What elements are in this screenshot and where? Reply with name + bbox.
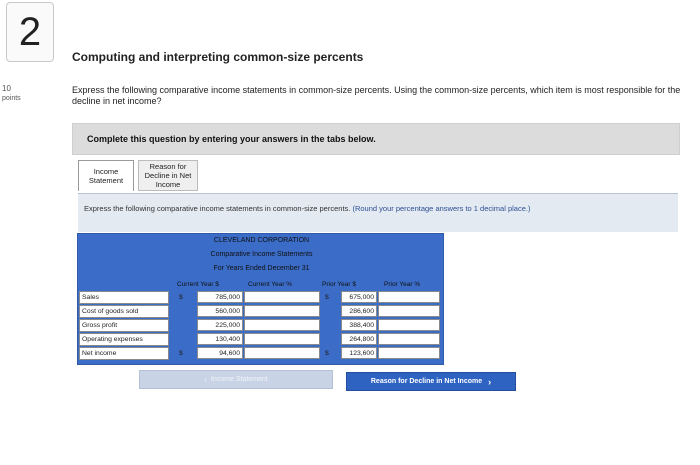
row-label: Cost of goods sold (79, 305, 169, 318)
table-row (79, 333, 442, 346)
dollar-sign: $ (179, 294, 183, 301)
tab-label-line: Income (155, 180, 181, 189)
current-year-percent-input[interactable] (244, 319, 320, 331)
next-tab-label: Reason for Decline in Net Income (370, 378, 483, 385)
points-label: points (2, 95, 21, 102)
row-label: Sales (79, 291, 169, 304)
prior-year-amount: 675,000 (341, 291, 377, 303)
row-label: Net income (79, 347, 169, 360)
tab-income-statement[interactable] (78, 160, 134, 191)
next-tab-button[interactable] (346, 372, 516, 391)
chevron-left-icon: ‹ (204, 375, 207, 384)
prior-year-amount: 123,600 (341, 347, 377, 359)
prior-year-percent-input[interactable] (378, 319, 440, 331)
question-instructions: Express the following comparative income statements in common-size percents. Using the common-size percents, which item is most responsible for the decline in net income? (72, 85, 681, 106)
table-row (79, 319, 442, 332)
current-year-amount: 130,400 (197, 333, 243, 345)
table-row (79, 305, 442, 318)
prior-year-amount: 286,600 (341, 305, 377, 317)
tab-label-line: Statement (88, 176, 124, 185)
current-year-amount: 94,600 (197, 347, 243, 359)
current-year-percent-input[interactable] (244, 305, 320, 317)
column-header-current-dollars: Current Year $ (177, 281, 219, 288)
statement-period: For Years Ended December 31 (213, 265, 310, 272)
row-label: Operating expenses (79, 333, 169, 346)
dollar-sign: $ (325, 350, 329, 357)
row-label: Gross profit (79, 319, 169, 332)
tab-reason-for-decline[interactable] (138, 160, 198, 191)
tab-label-line: Decline in Net (144, 171, 192, 180)
table-row (79, 347, 442, 360)
banner-text: Complete this question by entering your answers in the tabs below. (87, 134, 376, 144)
current-year-amount: 560,000 (197, 305, 243, 317)
current-year-amount: 225,000 (197, 319, 243, 331)
chevron-right-icon: › (488, 376, 492, 387)
prior-year-amount: 388,400 (341, 319, 377, 331)
tab-label-line: Reason for (149, 162, 187, 171)
tab-label-line: Income (93, 167, 119, 176)
column-header-prior-percent: Prior Year % (384, 281, 421, 288)
prior-year-percent-input[interactable] (378, 333, 440, 345)
current-year-percent-input[interactable] (244, 291, 320, 303)
current-year-percent-input[interactable] (244, 333, 320, 345)
prior-year-amount: 264,800 (341, 333, 377, 345)
table-row (79, 291, 442, 304)
company-name: CLEVELAND CORPORATION (213, 237, 310, 244)
rounding-note: (Round your percentage answers to 1 decimal place.) (352, 204, 531, 213)
column-header-prior-dollars: Prior Year $ (322, 281, 356, 288)
previous-tab-label: Income Statement (210, 376, 268, 383)
dollar-sign: $ (179, 350, 183, 357)
tab-instructions (84, 204, 624, 213)
prior-year-percent-input[interactable] (378, 291, 440, 303)
prior-year-percent-input[interactable] (378, 305, 440, 317)
current-year-amount: 785,000 (197, 291, 243, 303)
previous-tab-button[interactable] (139, 370, 333, 389)
statement-name: Comparative Income Statements (210, 251, 313, 258)
points-value: 10 (2, 84, 11, 93)
tab-instructions-main: Express the following comparative income statements in common-size percents. (84, 204, 351, 213)
tab-bar (78, 160, 678, 193)
column-header-current-percent: Current Year % (248, 281, 293, 288)
question-title: Computing and interpreting common-size percents (72, 50, 364, 64)
current-year-percent-input[interactable] (244, 347, 320, 359)
question-number-box (6, 2, 54, 62)
question-number: 2 (18, 9, 42, 54)
prior-year-percent-input[interactable] (378, 347, 440, 359)
dollar-sign: $ (325, 294, 329, 301)
instruction-banner (72, 123, 680, 155)
